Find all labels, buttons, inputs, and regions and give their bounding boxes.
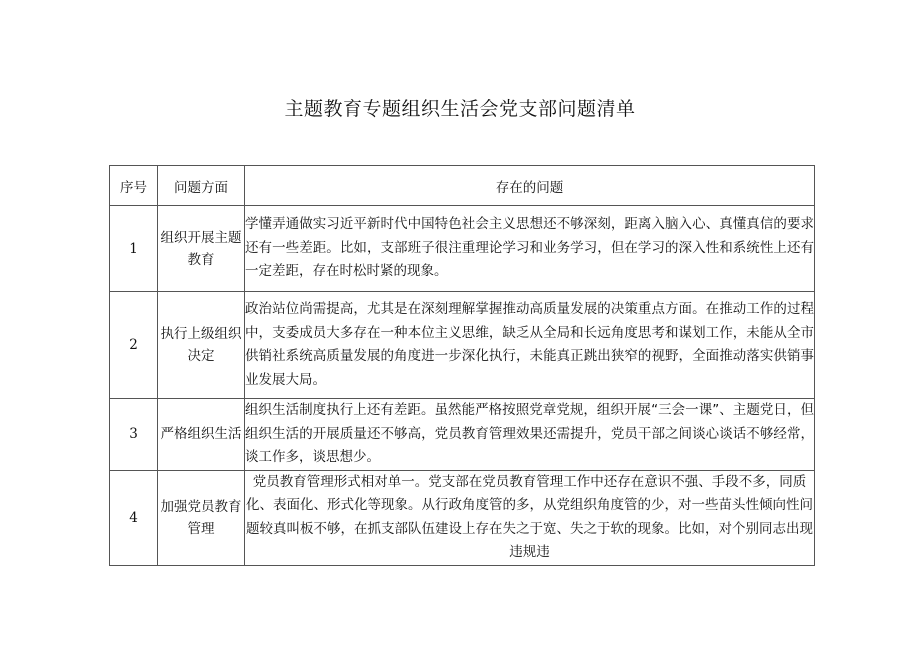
row-topic: 执行上级组织决定 (158, 292, 245, 399)
table-header-row (110, 166, 815, 206)
issue-table (109, 165, 815, 566)
row-topic: 组织开展主题教育 (158, 206, 245, 292)
table-row (110, 292, 815, 399)
row-number: 2 (110, 292, 158, 399)
row-issue: 学懂弄通做实习近平新时代中国特色社会主义思想还不够深刻，距离入脑入心、真懂真信的要求还有一些差距。比如，支部班子很注重理论学习和业务学习，但在学习的深入性和系统性上还有一定差距，存在时松时紧的现象。 (245, 206, 815, 292)
row-number: 4 (110, 470, 158, 565)
row-topic: 加强党员教育管理 (158, 470, 245, 565)
row-issue: 政治站位尚需提高，尤其是在深刻理解掌握推动高质量发展的决策重点方面。在推动工作的过程中，支委成员大多存在一种本位主义思维，缺乏从全局和长远角度思考和谋划工作，未能从全市供销社系统高质量发展的角度进一步深化执行，未能真正跳出狭窄的视野，全面推动落实供销事业发展大局。 (245, 292, 815, 399)
row-number: 1 (110, 206, 158, 292)
table-row (110, 399, 815, 471)
row-topic: 严格组织生活 (158, 399, 245, 471)
table-row (110, 470, 815, 565)
row-issue: 组织生活制度执行上还有差距。虽然能严格按照党章党规，组织开展“三会一课”、主题党日，但组织生活的开展质量还不够高，党员教育管理效果还需提升，党员干部之间谈心谈话不够经常，谈工作多，谈思想少。 (245, 399, 815, 471)
table-row (110, 206, 815, 292)
header-num: 序号 (110, 166, 158, 206)
page-title: 主题教育专题组织生活会党支部问题清单 (284, 98, 636, 120)
row-number: 3 (110, 399, 158, 471)
row-issue: 党员教育管理形式相对单一。党支部在党员教育管理工作中还存在意识不强、手段不多，同质化、表面化、形式化等现象。从行政角度管的多，从党组织角度管的少，对一些苗头性倾向性问题较真叫板不够，在抓支部队伍建设上存在失之于宽、失之于软的现象。比如，对个别同志出现违规违 (245, 470, 815, 565)
header-topic: 问题方面 (158, 166, 245, 206)
header-issue: 存在的问题 (245, 166, 815, 206)
